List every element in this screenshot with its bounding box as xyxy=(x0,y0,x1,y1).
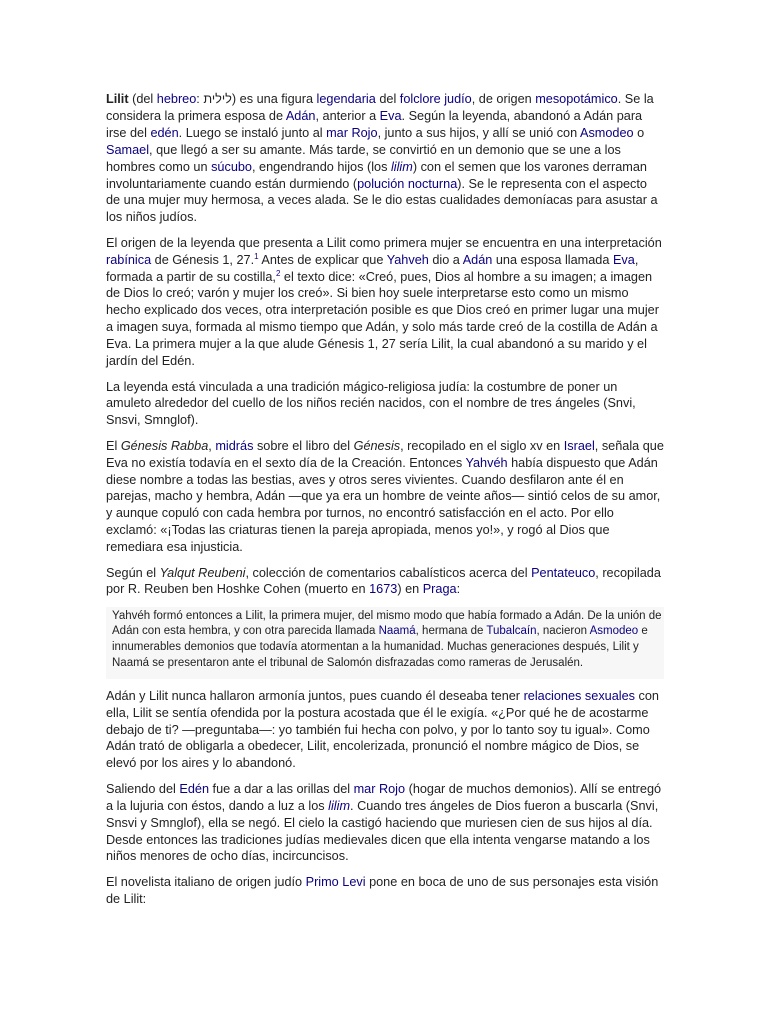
text: Saliendo del xyxy=(106,781,180,796)
hebrew-word: לילית xyxy=(203,92,232,106)
article-body xyxy=(106,91,664,916)
text: . Se la considera la primera esposa de xyxy=(106,92,654,123)
paragraph-origen xyxy=(106,235,664,370)
link-eden[interactable]: edén xyxy=(150,125,179,140)
link-hebreo[interactable]: hebreo xyxy=(156,92,197,106)
text: El xyxy=(106,438,121,453)
link-lilim-2[interactable] xyxy=(328,799,350,813)
link-polucion-nocturna[interactable]: polución nocturna xyxy=(357,176,458,191)
link-sucubo[interactable]: súcubo xyxy=(211,159,252,174)
link-yahveh-2[interactable]: Yahvéh xyxy=(465,455,508,470)
link-lilim-text: lilim xyxy=(390,159,413,174)
reference-1[interactable]: 1 xyxy=(254,251,259,261)
link-rabinica[interactable]: rabínica xyxy=(106,252,152,267)
text: Antes de explicar que xyxy=(258,252,387,267)
link-1673[interactable]: 1673 xyxy=(369,582,398,597)
paragraph-genesis-rabba xyxy=(106,438,664,556)
text: , engendrando hijos (los xyxy=(252,159,391,174)
text: ). Se le representa con el aspecto de una mujer muy hermosa, a veces alada. Se le dio estas cualidades demoníacas para asustar a los niños judíos. xyxy=(106,176,658,225)
link-mesopotamico[interactable]: mesopotámico xyxy=(535,92,618,106)
paragraph-yalqut xyxy=(106,565,664,599)
link-midras[interactable]: midrás xyxy=(215,438,254,453)
link-pentateuco[interactable]: Pentateuco xyxy=(531,565,596,580)
text: sobre el libro del xyxy=(253,438,354,453)
text: La leyenda está vinculada a una tradición mágico-religiosa judía: la costumbre de poner un amuleto alrededor del cuello de los niños recién nacidos, con el nombre de tres ángeles (Snvi, Snsvi, Smnglof). xyxy=(106,379,636,428)
paragraph-amuleto xyxy=(106,379,664,430)
text: , hermana de xyxy=(415,625,487,638)
text: , anterior a xyxy=(315,108,380,123)
link-eva[interactable]: Eva xyxy=(612,252,635,267)
link-mar-rojo-2[interactable]: mar Rojo xyxy=(353,781,406,796)
link-adan[interactable]: Adán xyxy=(462,252,493,267)
link-adan[interactable]: Adán xyxy=(285,108,316,123)
text: El novelista italiano de origen judío xyxy=(106,874,306,889)
link-samael[interactable]: Samael xyxy=(106,142,150,157)
title-genesis: Génesis xyxy=(353,438,401,453)
text: , señala que Eva no existía todavía en el sexto día de la Creación. Entonces xyxy=(106,438,664,470)
link-folclore-judio[interactable]: folclore judío xyxy=(399,92,472,106)
text: , recopilada por R. Reuben ben Hoshke Cohen (muerto en xyxy=(106,565,661,597)
paragraph-intro xyxy=(106,91,664,226)
text: (hogar de muchos demonios). Allí se entregó a la lujuria con éstos, dando a luz a los xyxy=(106,781,662,813)
text: el texto dice: «Creó, pues, Dios al hombre a su imagen; a imagen de Dios lo creó; varón y mujer los creó». Si bien hoy suele interpretarse esto como un mismo hecho explicado dos veces, otra interpretación posible es que Dios creó en primer lugar una mujer a imagen suya, formada al mismo tiempo que Adán, y solo más tarde creó de la costilla de Adán a Eva. La primera mujer a la que alude Génesis 1, 27 sería Lilit, la cual abandonó a su marido y el jardín del Edén. xyxy=(106,269,659,369)
text: , de origen xyxy=(471,92,536,106)
link-naama[interactable]: Naamá xyxy=(378,625,416,638)
text: con ella, Lilit se sentía ofendida por la postura acostada que él le exigía. «¿Por qué he de acostarme debajo de ti? —preguntaba—: yo también fui hecha con polvo, y por lo tanto soy tu igual». Como Adán trató de obligarla a obedecer, Lilit, encolerizada, pronunció el nombre mágico de Dios, se elevó por los aires y lo abandonó. xyxy=(106,688,659,771)
text: , que llegó a ser su amante. Más tarde, se convirtió en un demonio que se une a los hombres como un xyxy=(106,142,621,174)
text: , xyxy=(208,438,216,453)
paragraph-mar-rojo xyxy=(106,781,664,866)
link-tubalcain[interactable]: Tubalcaín xyxy=(486,625,537,638)
link-legendaria[interactable]: legendaria xyxy=(316,92,376,106)
text: , formada a partir de su costilla, xyxy=(106,252,639,284)
text: del xyxy=(375,92,400,106)
text: de Génesis 1, 27. xyxy=(151,252,255,267)
text: : xyxy=(196,92,204,106)
link-praga[interactable]: Praga xyxy=(422,582,457,597)
text: , junto a sus hijos, y allí se unió con xyxy=(377,125,580,140)
text: pone en boca de uno de sus personajes esta visión de Lilit: xyxy=(106,874,659,906)
text: ) es una figura xyxy=(231,92,317,106)
text: e innumerables demonios que todavía atormentan a la humanidad. Muchas generaciones después, Lilit y Naamá se presentaron ante el tribunal de Salomón disfrazadas como rameras de Jerusalén. xyxy=(112,625,648,669)
article-title-term: Lilit xyxy=(106,92,129,106)
text: , nacieron xyxy=(536,625,590,638)
text: : xyxy=(456,582,461,597)
link-lilim-2-text: lilim xyxy=(328,798,351,813)
text: . Cuando tres ángeles de Dios fueron a buscarla (Snvi, Snsvi y Smnglof), ella se negó. El cielo la castigó haciendo que muriesen cien de sus hijos al día. Desde entonces las tradiciones judías medievales dicen que ella intenta vengarse matando a los niños menores de ocho días, incircuncisos. xyxy=(106,798,659,864)
link-asmodeo-2[interactable]: Asmodeo xyxy=(589,625,639,638)
blockquote xyxy=(106,607,664,679)
text: fue a dar a las orillas del xyxy=(209,781,354,796)
text: una esposa llamada xyxy=(492,252,613,267)
text: (del xyxy=(128,92,157,106)
title-yalqut-reubeni: Yalqut Reubeni xyxy=(159,565,246,580)
link-eva[interactable]: Eva xyxy=(379,108,402,123)
paragraph-adan-lilit xyxy=(106,688,664,773)
link-lilim[interactable] xyxy=(391,160,413,174)
text: había dispuesto que Adán diese nombre a todas las bestias, aves y otros seres vivientes. Cuando desfilaron ante él en parejas, macho y hembra, Adán —que ya era un hombre de veinte años— sintió celos de su amor, y aunque copuló con cada hembra por turnos, no encontró satisfacción en el acto. Por ello exclamó: «¡Todas las criaturas tienen la pareja apropiada, menos yo!», y rogó al Dios que remediara esa injusticia. xyxy=(106,455,661,555)
text: ) en xyxy=(397,582,423,597)
text: o xyxy=(633,125,645,140)
text: , colección de comentarios cabalísticos acerca del xyxy=(245,565,532,580)
text: ) con el semen que los varones derraman involuntariamente cuando están durmiendo ( xyxy=(106,159,647,191)
text: Adán y Lilit nunca hallaron armonía juntos, pues cuando él deseaba tener xyxy=(106,688,524,703)
link-asmodeo[interactable]: Asmodeo xyxy=(579,125,634,140)
link-israel[interactable]: Israel xyxy=(563,438,595,453)
text: El origen de la leyenda que presenta a Lilit como primera mujer se encuentra en una interpretación xyxy=(106,235,662,250)
text: . Luego se instaló junto al xyxy=(178,125,327,140)
link-primo-levi[interactable]: Primo Levi xyxy=(305,874,366,889)
reference-2[interactable]: 2 xyxy=(275,268,281,278)
link-mar-rojo[interactable]: mar Rojo xyxy=(326,125,378,140)
text: Yahvéh formó entonces a Lilit, la primera mujer, del mismo modo que había formado a Adán. De la unión de Adán con esta hembra, y con otra parecida llamada xyxy=(112,609,662,638)
link-eden-2[interactable]: Edén xyxy=(179,781,210,796)
text: Según el xyxy=(106,565,160,580)
text: , recopilado en el siglo xv en xyxy=(400,438,564,453)
text: dio a xyxy=(428,252,463,267)
paragraph-primo-levi xyxy=(106,874,664,908)
link-yahveh[interactable]: Yahveh xyxy=(386,252,429,267)
link-relaciones-sexuales[interactable]: relaciones sexuales xyxy=(523,688,635,703)
text: . Según la leyenda, abandonó a Adán para irse del xyxy=(106,108,643,140)
title-genesis-rabba: Génesis Rabba xyxy=(120,438,209,453)
